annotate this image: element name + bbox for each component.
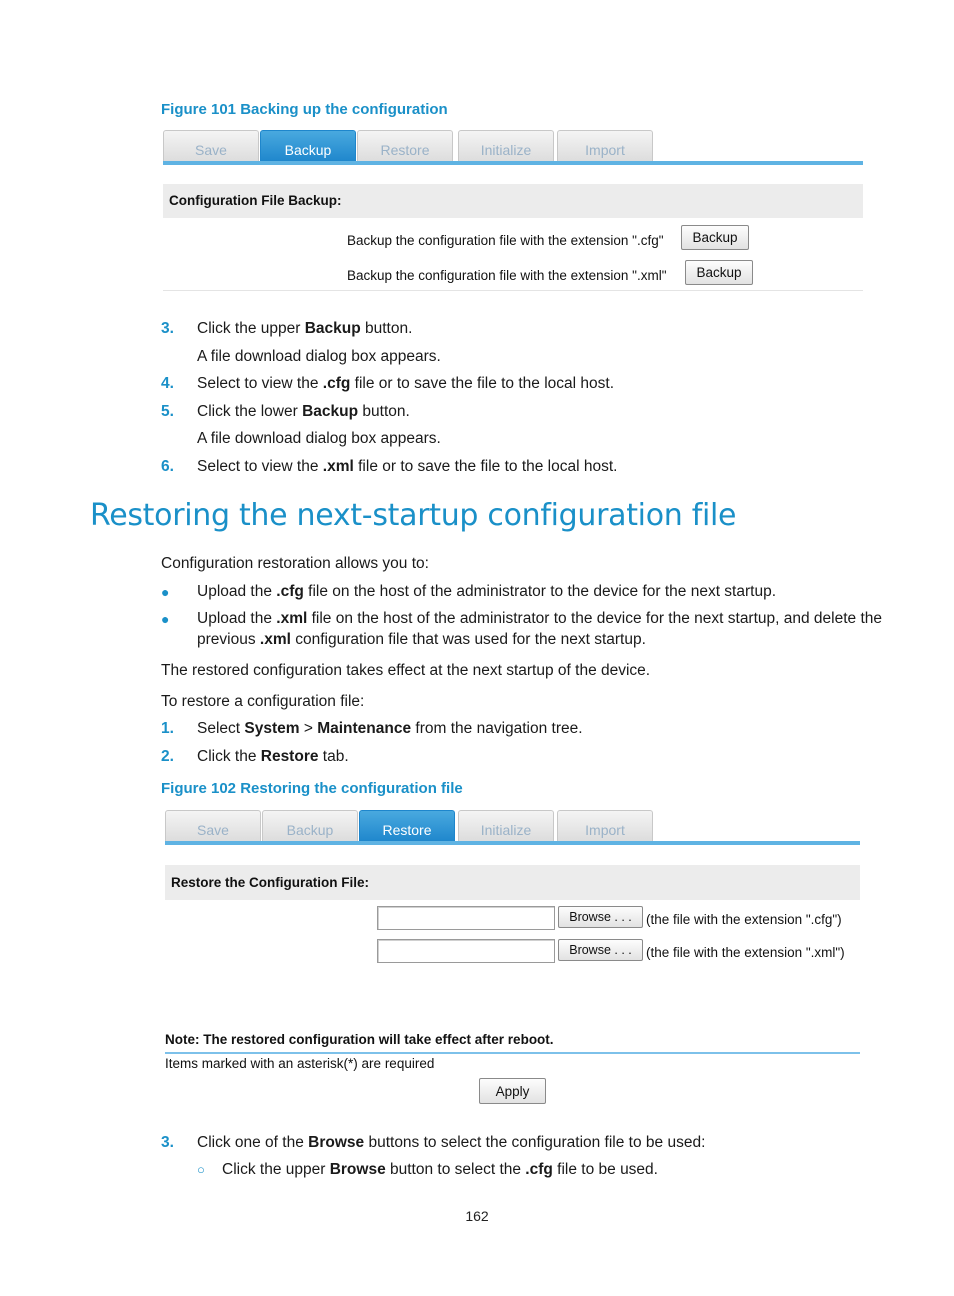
list-item xyxy=(197,748,349,766)
bullet-item xyxy=(197,610,882,628)
tab-save[interactable]: Save xyxy=(163,130,259,162)
bullet-icon: ● xyxy=(161,611,170,627)
cfg-file-input[interactable] xyxy=(377,906,555,930)
step-text: Click the xyxy=(197,748,261,765)
tab-import[interactable]: Import xyxy=(557,130,653,162)
bullet-bold: .cfg xyxy=(276,583,304,600)
step-text: Click the lower xyxy=(197,403,303,420)
tab-restore[interactable]: Restore xyxy=(357,130,453,162)
list-item xyxy=(161,375,174,393)
list-item xyxy=(197,720,583,738)
list-item xyxy=(197,403,410,421)
bullet-text: Upload the xyxy=(197,583,277,600)
figure-101-caption: Figure 101 Backing up the configuration xyxy=(161,101,448,118)
backup-xml-button[interactable]: Backup xyxy=(685,260,753,285)
step-bold: .cfg xyxy=(322,375,351,392)
step-text: Select to view the xyxy=(197,375,323,392)
step-number: 1. xyxy=(161,720,174,737)
step-text: Click one of the xyxy=(197,1134,309,1151)
sub-list-item xyxy=(222,1161,658,1179)
tab-restore[interactable]: Restore xyxy=(359,810,455,842)
tab-bar xyxy=(163,130,863,166)
step-bold: .xml xyxy=(322,458,354,475)
bullet-text: file on the host of the administrator to the device for the next startup, and delete the xyxy=(307,610,883,627)
tab-bar xyxy=(165,810,860,846)
step-text: Click the upper xyxy=(222,1161,330,1178)
tab-initialize[interactable]: Initialize xyxy=(458,130,554,162)
browse-xml-button[interactable]: Browse . . . xyxy=(558,939,643,961)
step-text: file to be used. xyxy=(552,1161,658,1178)
step-number: 3. xyxy=(161,320,174,337)
step-number: 4. xyxy=(161,375,174,392)
step-text: button to select the xyxy=(385,1161,526,1178)
bullet-text: Upload the xyxy=(197,610,277,627)
list-item xyxy=(161,720,174,738)
section-heading: Restoring the next-startup configuration file xyxy=(90,498,737,533)
step-text: Click the upper xyxy=(197,320,305,337)
step-number: 3. xyxy=(161,1134,174,1151)
bullet-text: file on the host of the administrator to the device for the next startup. xyxy=(303,583,776,600)
step-bold: .cfg xyxy=(525,1161,553,1178)
reboot-note: Note: The restored configuration will take effect after reboot. xyxy=(165,1032,554,1047)
list-item xyxy=(197,458,617,476)
tab-underline xyxy=(165,841,860,845)
step-bold: Restore xyxy=(260,748,319,765)
step-text: from the navigation tree. xyxy=(411,720,583,737)
step-bold: Browse xyxy=(308,1134,365,1151)
figure-102-caption: Figure 102 Restoring the configuration file xyxy=(161,780,463,797)
tab-backup[interactable]: Backup xyxy=(260,130,356,162)
step-bold: Browse xyxy=(329,1161,386,1178)
page-number: 162 xyxy=(465,1208,489,1224)
note-divider xyxy=(165,1052,860,1054)
backup-cfg-label: Backup the configuration file with the extension ".cfg" xyxy=(347,233,664,248)
step-bold: System xyxy=(244,720,300,737)
panel-title: Configuration File Backup: xyxy=(163,184,863,218)
tab-underline xyxy=(163,161,863,165)
list-item xyxy=(161,1134,174,1152)
panel-bottom-divider xyxy=(163,290,863,291)
step-bold: Maintenance xyxy=(317,720,412,737)
required-note: Items marked with an asterisk(*) are required xyxy=(165,1056,435,1071)
bullet-item-continuation xyxy=(197,631,646,649)
bullet-icon: ● xyxy=(161,584,170,600)
tab-initialize[interactable]: Initialize xyxy=(458,810,554,842)
list-item xyxy=(161,458,174,476)
tab-import[interactable]: Import xyxy=(557,810,653,842)
list-item xyxy=(161,320,174,338)
step-text: file or to save the file to the local host. xyxy=(353,458,618,475)
paragraph: To restore a configuration file: xyxy=(161,693,365,710)
tab-save[interactable]: Save xyxy=(165,810,261,842)
step-text: Select xyxy=(197,720,245,737)
list-item xyxy=(161,748,174,766)
paragraph: The restored configuration takes effect at the next startup of the device. xyxy=(161,662,651,679)
list-item xyxy=(161,403,174,421)
step-number: 6. xyxy=(161,458,174,475)
step-text: > xyxy=(299,720,318,737)
list-item xyxy=(197,320,412,338)
step-text: buttons to select the configuration file to be used: xyxy=(364,1134,706,1151)
panel-title: Restore the Configuration File: xyxy=(165,865,860,900)
bullet-item xyxy=(197,583,776,601)
step-number: 2. xyxy=(161,748,174,765)
backup-cfg-button[interactable]: Backup xyxy=(681,225,749,250)
backup-xml-label: Backup the configuration file with the extension ".xml" xyxy=(347,268,667,283)
cfg-hint: (the file with the extension ".cfg") xyxy=(646,912,842,927)
step-bold: Backup xyxy=(302,403,359,420)
xml-hint: (the file with the extension ".xml") xyxy=(646,945,845,960)
step-subtext: A file download dialog box appears. xyxy=(197,348,441,365)
sub-bullet-icon: ○ xyxy=(197,1162,205,1177)
list-item xyxy=(197,375,614,393)
bullet-bold: .xml xyxy=(276,610,308,627)
xml-file-input[interactable] xyxy=(377,939,555,963)
bullet-text: previous xyxy=(197,631,260,648)
step-number: 5. xyxy=(161,403,174,420)
browse-cfg-button[interactable]: Browse . . . xyxy=(558,906,643,928)
step-text: tab. xyxy=(318,748,349,765)
step-text: button. xyxy=(360,320,413,337)
step-text: Select to view the xyxy=(197,458,323,475)
step-text: file or to save the file to the local host. xyxy=(350,375,615,392)
bullet-text: configuration file that was used for the next startup. xyxy=(290,631,646,648)
step-bold: Backup xyxy=(304,320,361,337)
bullet-bold: .xml xyxy=(259,631,291,648)
list-item xyxy=(197,1134,705,1152)
tab-backup[interactable]: Backup xyxy=(262,810,358,842)
apply-button[interactable]: Apply xyxy=(479,1078,546,1104)
intro-text: Configuration restoration allows you to: xyxy=(161,555,429,572)
step-subtext: A file download dialog box appears. xyxy=(197,430,441,447)
step-text: button. xyxy=(358,403,410,420)
